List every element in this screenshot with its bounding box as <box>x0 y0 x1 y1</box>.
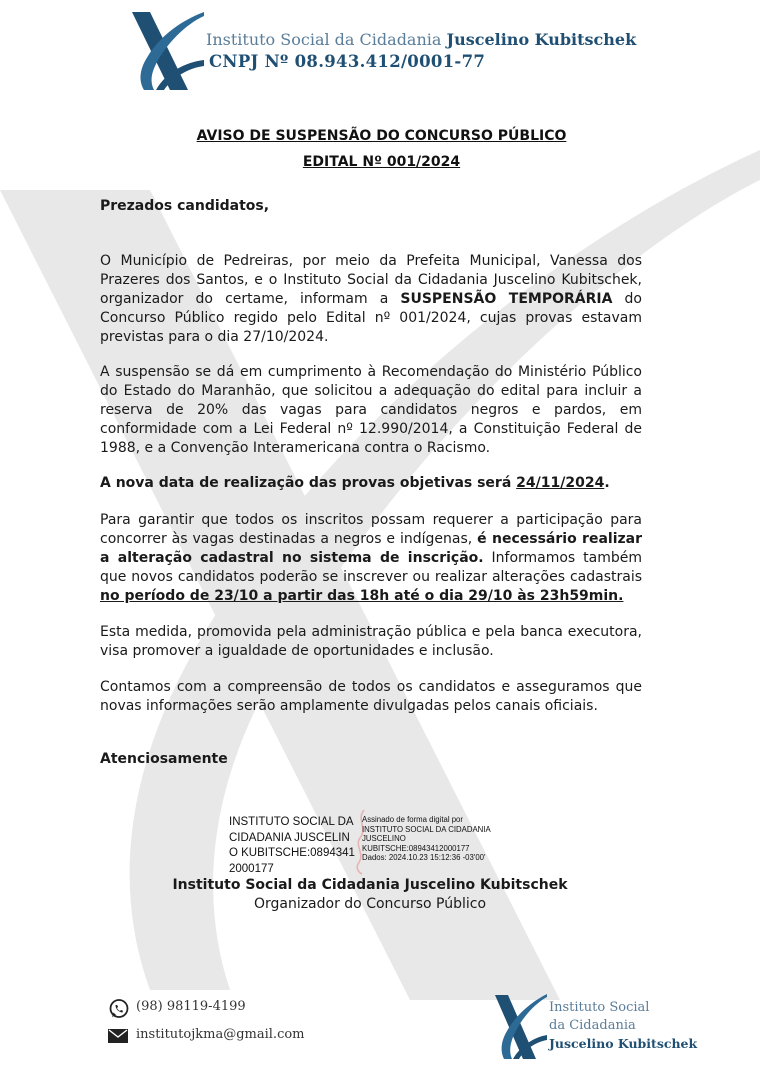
stamp-heading: Assinado de forma digital por <box>362 815 463 824</box>
footer-logo-line-1: Instituto Social <box>549 1000 650 1015</box>
paragraph-closing: Contamos com a compreensão de todos os candidatos e asseguramos que novas informações serão amplamente divulgadas pelos canais oficiais. <box>100 679 642 714</box>
organizer-name: Instituto Social da Cidadania Juscelino Kubitschek <box>172 877 568 893</box>
footer-logo-line-2: da Cidadania <box>549 1018 636 1033</box>
signature-signer: INSTITUTO SOCIAL DA CIDADANIA JUSCELINO KUBITSCHE:08943412000177 <box>229 816 355 875</box>
header-cnpj: CNPJ Nº 08.943.412/0001-77 <box>209 52 486 71</box>
contact-email: institutojkma@gmail.com <box>136 1027 305 1042</box>
stamp-signer: INSTITUTO SOCIAL DA CIDADANIA JUSCELINO KUBITSCHE:08943412000177 <box>362 824 491 853</box>
whatsapp-icon <box>108 998 130 1020</box>
header-org-name: Instituto Social da Cidadania Juscelino Kubitschek <box>206 30 637 49</box>
paragraph-new-date: A nova data de realização das provas objetivas será 24/11/2024. <box>100 475 610 491</box>
paragraph-registration: Para garantir que todos os inscritos possam requerer a participação para concorrer às vagas destinadas a negros e indígenas, é necessário realizar a alteração cadastral no sistema de inscrição. Informamos também que novos candidatos poderão se inscrever ou realizar alterações cadastrais no período de 23/10 a partir das 18h até o dia 29/10 às 23h59min. <box>100 512 642 604</box>
envelope-icon <box>108 1029 128 1043</box>
signature-stamp <box>362 815 497 863</box>
closing-salutation: Atenciosamente <box>100 751 228 767</box>
paragraph-suspension: O Município de Pedreiras, por meio da Prefeita Municipal, Vanessa dos Prazeres dos Santos, e o Instituto Social da Cidadania Juscelino Kubitschek, organizador do certame, informam a SUSPENSÃO TEMPORÁRIA do Concurso Público regido pelo Edital nº 001/2024, cujas provas estavam previstas para o dia 27/10/2024. <box>100 253 642 345</box>
institute-logo <box>126 10 206 92</box>
paragraph-measure: Esta medida, promovida pela administração pública e pela banca executora, visa promover a igualdade de oportunidades e inclusão. <box>100 624 642 659</box>
stamp-date: Dados: 2024.10.23 15:12:36 -03'00' <box>362 853 486 863</box>
contact-phone: (98) 98119-4199 <box>136 999 246 1014</box>
footer-logo <box>491 993 549 1061</box>
document-title: AVISO DE SUSPENSÃO DO CONCURSO PÚBLICO <box>196 128 567 144</box>
edital-number: EDITAL Nº 001/2024 <box>302 154 461 170</box>
footer-logo-line-3: Juscelino Kubitschek <box>549 1036 698 1051</box>
organizer-role: Organizador do Concurso Público <box>253 896 487 912</box>
paragraph-reason: A suspensão se dá em cumprimento à Recomendação do Ministério Público do Estado do Maranhão, que solicitou a adequação do edital para incluir a reserva de 20% das vagas para candidatos negros e pardos, em conformidade com a Lei Federal nº 12.990/2014, a Constituição Federal de 1988, e a Convenção Interamericana contra o Racismo. <box>100 364 642 456</box>
greeting: Prezados candidatos, <box>100 198 270 214</box>
